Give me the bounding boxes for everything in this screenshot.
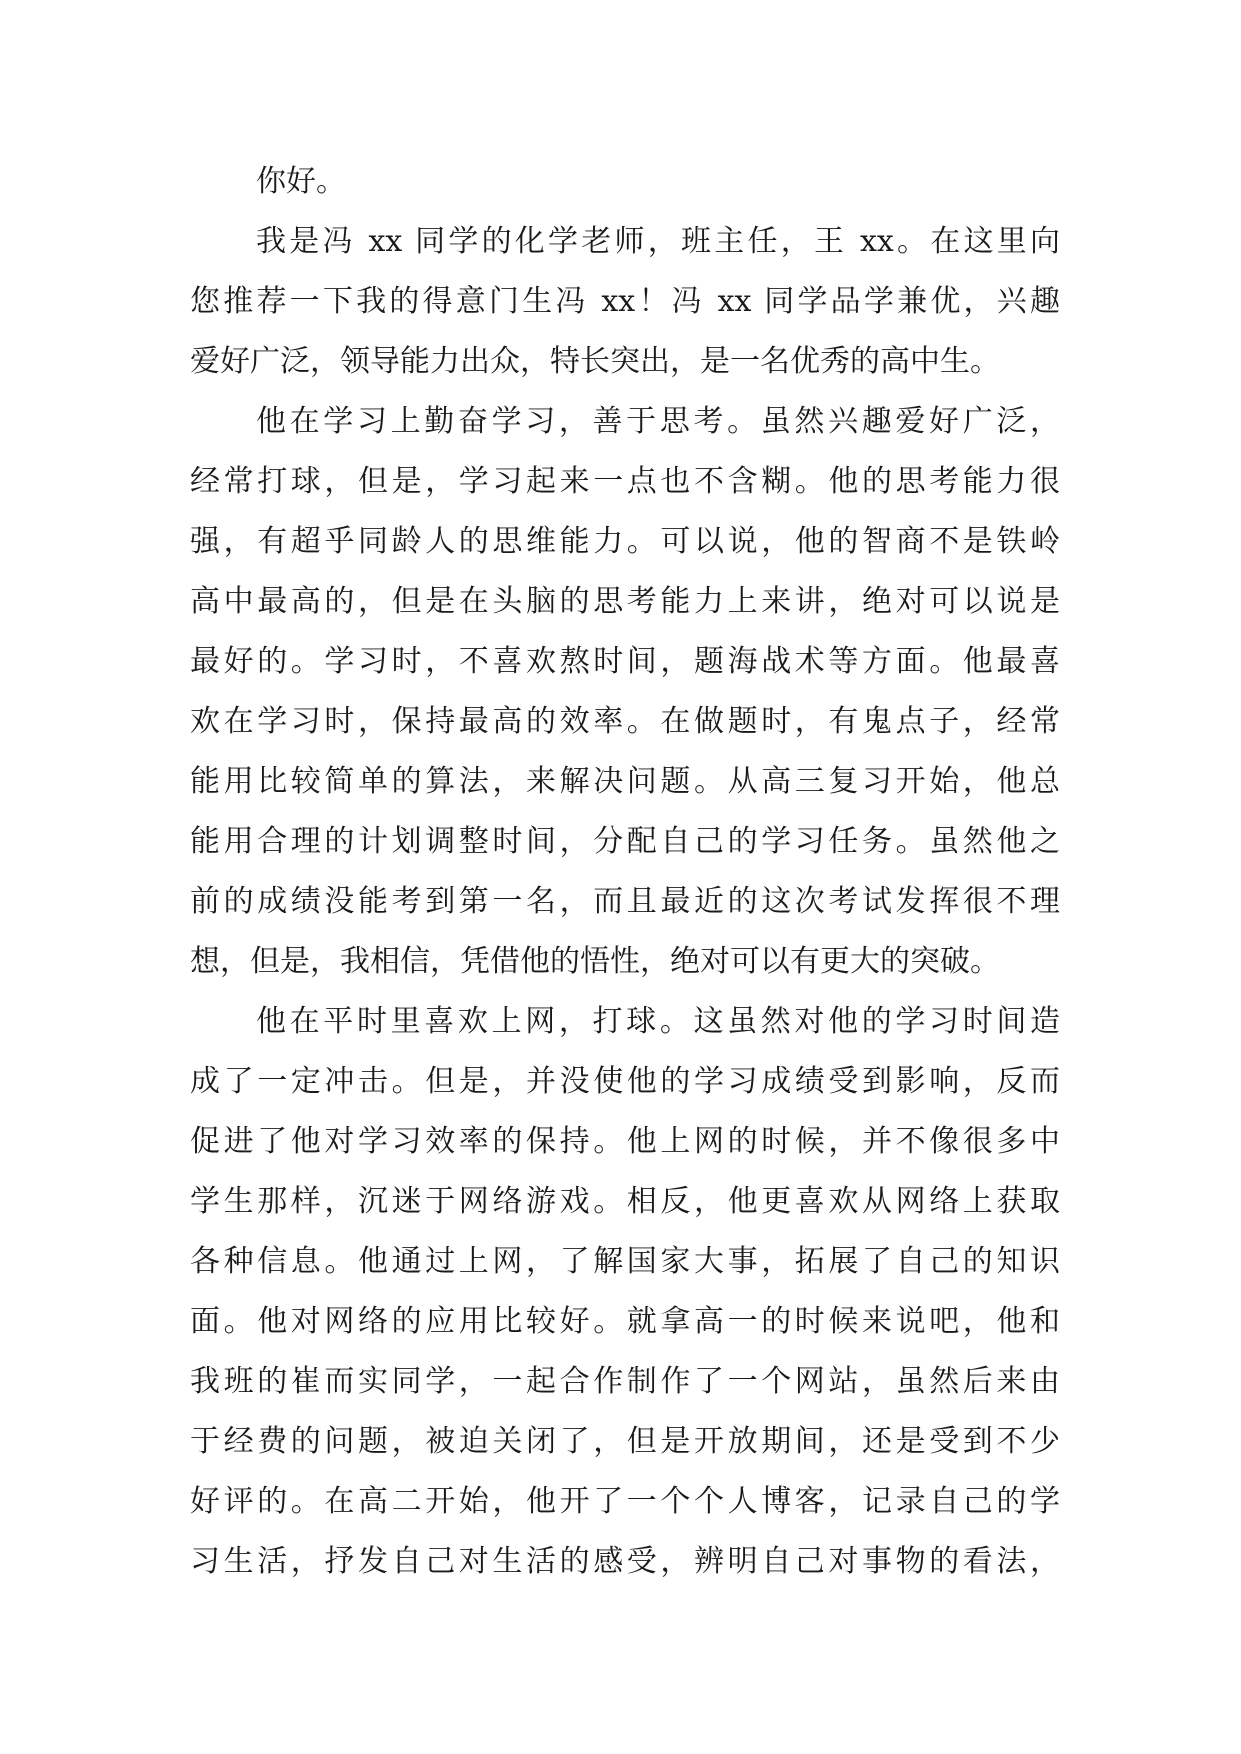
text-line: 促进了他对学习效率的保持。他上网的时候，并不像很多中 xyxy=(190,1124,1060,1159)
text-line: 欢在学习时，保持最高的效率。在做题时，有鬼点子，经常 xyxy=(190,704,1060,739)
text-line: 能用合理的计划调整时间，分配自己的学习任务。虽然他之 xyxy=(190,824,1060,859)
text-line: 您推荐一下我的得意门生冯 xx！冯 xx 同学品学兼优，兴趣 xyxy=(190,284,1060,319)
text-line: 好评的。在高二开始，他开了一个个人博客，记录自己的学 xyxy=(190,1484,1060,1519)
text-line: 于经费的问题，被迫关闭了，但是开放期间，还是受到不少 xyxy=(190,1424,1060,1459)
text-line: 我班的崔而实同学，一起合作制作了一个网站，虽然后来由 xyxy=(190,1364,1060,1399)
document-body xyxy=(190,162,1060,1602)
text-line: 成了一定冲击。但是，并没使他的学习成绩受到影响，反而 xyxy=(190,1064,1060,1099)
text-line: 他在学习上勤奋学习，善于思考。虽然兴趣爱好广泛， xyxy=(256,404,1060,439)
text-line: 经常打球，但是，学习起来一点也不含糊。他的思考能力很 xyxy=(190,464,1060,499)
text-line: 爱好广泛，领导能力出众，特长突出，是一名优秀的高中生。 xyxy=(190,344,1000,379)
text-line: 面。他对网络的应用比较好。就拿高一的时候来说吧，他和 xyxy=(190,1304,1060,1339)
text-line: 高中最高的，但是在头脑的思考能力上来讲，绝对可以说是 xyxy=(190,584,1060,619)
text-line: 我是冯 xx 同学的化学老师，班主任，王 xx。在这里向 xyxy=(256,224,1060,259)
text-line: 强，有超乎同龄人的思维能力。可以说，他的智商不是铁岭 xyxy=(190,524,1060,559)
text-line: 最好的。学习时，不喜欢熬时间，题海战术等方面。他最喜 xyxy=(190,644,1060,679)
text-line: 想，但是，我相信，凭借他的悟性，绝对可以有更大的突破。 xyxy=(190,944,1000,979)
text-line: 各种信息。他通过上网，了解国家大事，拓展了自己的知识 xyxy=(190,1244,1060,1279)
text-line: 你好。 xyxy=(256,164,346,199)
text-line: 他在平时里喜欢上网，打球。这虽然对他的学习时间造 xyxy=(256,1004,1060,1039)
text-line: 前的成绩没能考到第一名，而且最近的这次考试发挥很不理 xyxy=(190,884,1060,919)
text-line: 学生那样，沉迷于网络游戏。相反，他更喜欢从网络上获取 xyxy=(190,1184,1060,1219)
text-line: 习生活，抒发自己对生活的感受，辨明自己对事物的看法， xyxy=(190,1544,1060,1579)
text-line: 能用比较简单的算法，来解决问题。从高三复习开始，他总 xyxy=(190,764,1060,799)
